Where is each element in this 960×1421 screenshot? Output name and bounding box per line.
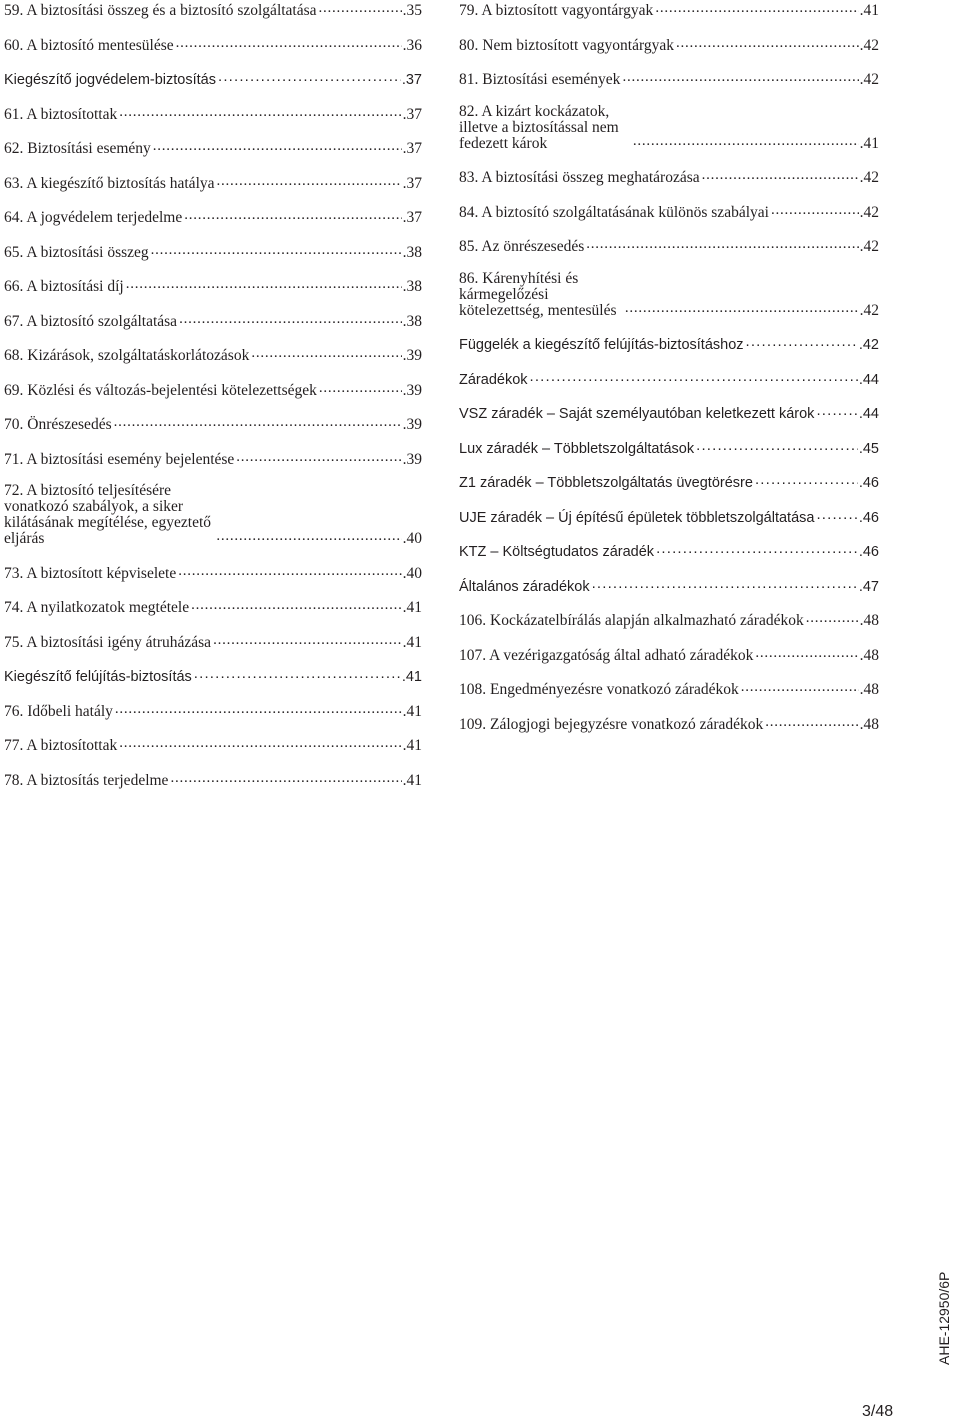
toc-entry-page: .42 <box>859 169 879 186</box>
toc-leader-dots <box>217 173 402 189</box>
toc-entry-title: Z1 záradék – Többletszolgáltatás üvegtörésre <box>459 475 753 491</box>
toc-entry-page: .37 <box>402 174 422 192</box>
toc-entry <box>4 666 422 685</box>
toc-leader-dots <box>816 403 857 419</box>
toc-leader-dots <box>236 449 401 465</box>
toc-leader-dots <box>530 369 858 385</box>
toc-leader-dots <box>622 69 858 85</box>
toc-entry <box>459 541 879 560</box>
toc-entry-title: 86. Kárenyhítési és kármegelőzési kötelezettség, mentesülés <box>459 269 617 319</box>
toc-entry <box>459 438 879 457</box>
toc-entry-title: 79. A biztosított vagyontárgyak <box>459 2 654 19</box>
toc-entry <box>4 35 422 54</box>
toc-entry-title: 85. Az önrészesedés <box>459 238 585 255</box>
toc-entry-title: UJE záradék – Új építésű épületek többletszolgáltatása <box>459 509 815 526</box>
toc-entry <box>459 334 879 353</box>
toc-entry-page: .39 <box>402 381 422 399</box>
toc-entry-title: 64. A jogvédelem terjedelme <box>4 209 183 226</box>
toc-entry-title: 67. A biztosító szolgáltatása <box>4 312 178 330</box>
page-number: 3/48 <box>862 1403 894 1420</box>
toc-entry-title: 68. Kizárások, szolgáltatáskorlátozások <box>4 347 250 364</box>
toc-entry <box>459 714 879 733</box>
document-code: AHE-12950/6P <box>936 1271 952 1365</box>
toc-entry-title: 60. A biztosító mentesülése <box>4 36 174 54</box>
toc-entry-title: 62. Biztosítási esemény <box>4 140 151 157</box>
toc-entry <box>4 276 422 295</box>
toc-entry <box>459 403 879 422</box>
toc-entry <box>459 236 879 255</box>
toc-entry-title: 63. A kiegészítő biztosítás hatálya <box>4 174 215 192</box>
toc-entry-page: .48 <box>859 612 879 629</box>
toc-entry-page: .42 <box>858 337 879 353</box>
toc-leader-dots <box>319 380 402 396</box>
toc-entry <box>4 138 422 157</box>
toc-entry-title: 74. A nyilatkozatok megtétele <box>4 599 190 616</box>
toc-entry-page: .41 <box>859 134 879 152</box>
toc-leader-dots <box>586 236 858 252</box>
toc-entry-page: .46 <box>858 509 879 526</box>
toc-entry-title: Általános záradékok <box>459 578 590 595</box>
toc-entry-title: Függelék a kiegészítő felújítás-biztosításhoz <box>459 337 744 353</box>
toc-entry-page: .42 <box>859 203 879 221</box>
toc-leader-dots <box>633 133 859 149</box>
toc-entry <box>4 632 422 651</box>
toc-entry <box>4 173 422 192</box>
toc-entry-title: 59. A biztosítási összeg és a biztosító szolgáltatása <box>4 2 317 19</box>
toc-entry-page: .42 <box>859 71 879 88</box>
toc-entry-page: .41 <box>402 599 422 616</box>
toc-leader-dots <box>696 438 858 454</box>
toc-leader-dots <box>746 334 858 350</box>
toc-leader-dots <box>179 311 402 327</box>
toc-entry <box>4 597 422 616</box>
toc-leader-dots <box>184 207 401 223</box>
toc-entry-title: 69. Közlési és változás-bejelentési kötelezettségek <box>4 381 317 399</box>
toc-entry-title: Záradékok <box>459 371 528 388</box>
toc-entry <box>459 35 879 54</box>
toc-entry-page: .44 <box>858 406 879 422</box>
toc-leader-dots <box>191 597 402 613</box>
toc-entry-page: .40 <box>402 530 422 547</box>
toc-leader-dots <box>213 632 402 648</box>
toc-leader-dots <box>119 104 401 120</box>
toc-entry-title: 107. A vezérigazgatóság által adható záradékok <box>459 646 754 664</box>
toc-entry-title: 76. Időbeli hatály <box>4 702 113 720</box>
toc-entry-page: .39 <box>402 450 422 468</box>
toc-entry-title: 73. A biztosított képviselete <box>4 564 177 582</box>
toc-entry-page: .41 <box>402 737 422 754</box>
toc-entry <box>459 610 879 629</box>
toc-entry <box>4 414 422 433</box>
toc-entry-page: .44 <box>858 371 879 388</box>
toc-entry-title: 80. Nem biztosított vagyontárgyak <box>459 36 674 54</box>
toc-entry-page: .40 <box>402 564 422 582</box>
toc-entry <box>4 345 422 364</box>
toc-leader-dots <box>114 414 402 430</box>
toc-leader-dots <box>119 735 401 751</box>
toc-entry-page: .37 <box>401 72 422 88</box>
toc-leader-dots <box>218 69 401 85</box>
toc-entry <box>4 483 422 547</box>
toc-leader-dots <box>178 563 401 579</box>
toc-entry-page: .42 <box>859 301 879 319</box>
toc-entry-page: .41 <box>402 702 422 720</box>
toc-entry <box>4 563 422 582</box>
toc-entry-title: 71. A biztosítási esemény bejelentése <box>4 450 235 468</box>
toc-entry-page: .38 <box>402 312 422 330</box>
toc-entry-title: 84. A biztosító szolgáltatásának különös szabályai <box>459 203 769 221</box>
toc-leader-dots <box>319 0 402 16</box>
toc-entry <box>4 207 422 226</box>
toc-entry <box>4 242 422 261</box>
toc-entry-page: .47 <box>858 578 879 595</box>
toc-entry-page: .35 <box>402 2 422 19</box>
toc-leader-dots <box>194 666 401 682</box>
toc-entry-page: .48 <box>859 715 879 733</box>
toc-entry <box>459 202 879 221</box>
toc-entry <box>4 311 422 330</box>
toc-entry <box>4 449 422 468</box>
toc-entry-page: .42 <box>859 238 879 255</box>
toc-entry-title: 106. Kockázatelbírálás alapján alkalmazható záradékok <box>459 612 804 629</box>
toc-entry <box>459 472 879 491</box>
toc-entry <box>459 369 879 388</box>
toc-left-column <box>4 0 422 804</box>
toc-entry-page: .41 <box>401 669 422 685</box>
toc-entry-page: .37 <box>402 209 422 226</box>
toc-entry-page: .39 <box>402 347 422 364</box>
toc-entry-title: Lux záradék – Többletszolgáltatások <box>459 440 695 457</box>
toc-entry <box>459 645 879 664</box>
toc-entry <box>4 380 422 399</box>
toc-leader-dots <box>765 714 858 730</box>
toc-entry-title: 82. A kizárt kockázatok, illetve a biztosítással nem fedezett károk <box>459 102 619 152</box>
toc-entry <box>4 735 422 754</box>
toc-entry-page: .37 <box>402 105 422 123</box>
toc-leader-dots <box>771 202 859 218</box>
toc-leader-dots <box>115 701 402 717</box>
toc-leader-dots <box>656 541 858 557</box>
toc-leader-dots <box>755 472 858 488</box>
toc-right-column <box>459 0 879 748</box>
toc-entry-title: 78. A biztosítás terjedelme <box>4 771 169 789</box>
toc-entry-page: .39 <box>402 416 422 433</box>
toc-entry <box>459 167 879 186</box>
toc-entry-title: KTZ – Költségtudatos záradék <box>459 544 655 560</box>
toc-entry-title: 83. A biztosítási összeg meghatározása <box>459 169 700 186</box>
toc-leader-dots <box>806 610 859 626</box>
toc-entry-title: 72. A biztosító teljesítésére vonatkozó szabályok, a siker kilátásának megítélése, egyeztető eljárás <box>4 482 212 547</box>
toc-entry <box>459 104 879 152</box>
toc-leader-dots <box>816 507 857 523</box>
toc-entry-page: .41 <box>402 633 422 651</box>
toc-entry-title: 66. A biztosítási díj <box>4 278 124 295</box>
toc-entry-title: 70. Önrészesedés <box>4 416 112 433</box>
toc-entry <box>459 679 879 698</box>
toc-leader-dots <box>216 528 401 544</box>
toc-leader-dots <box>741 679 859 695</box>
toc-entry <box>459 507 879 526</box>
toc-leader-dots <box>251 345 401 361</box>
toc-leader-dots <box>126 276 402 292</box>
toc-entry-page: .48 <box>859 646 879 664</box>
toc-entry-title: Kiegészítő felújítás-biztosítás <box>4 669 192 685</box>
toc-leader-dots <box>625 300 859 316</box>
toc-leader-dots <box>755 645 858 661</box>
toc-entry <box>4 0 422 19</box>
toc-entry-title: 81. Biztosítási események <box>459 71 621 88</box>
toc-entry-title: 77. A biztosítottak <box>4 737 118 754</box>
toc-entry-page: .41 <box>402 771 422 789</box>
toc-entry-page: .38 <box>402 278 422 295</box>
toc-entry-page: .36 <box>402 36 422 54</box>
toc-leader-dots <box>170 770 401 786</box>
toc-entry-title: 61. A biztosítottak <box>4 105 118 123</box>
toc-leader-dots <box>151 242 402 258</box>
toc-entry-page: .42 <box>859 36 879 54</box>
toc-entry-title: 75. A biztosítási igény átruházása <box>4 633 212 651</box>
toc-entry <box>4 104 422 123</box>
toc-leader-dots <box>702 167 859 183</box>
toc-leader-dots <box>176 35 402 51</box>
toc-entry-page: .37 <box>402 140 422 157</box>
toc-entry-title: 109. Zálogjogi bejegyzésre vonatkozó záradékok <box>459 715 764 733</box>
toc-entry-page: .46 <box>858 475 879 491</box>
toc-entry <box>459 69 879 88</box>
toc-entry-page: .38 <box>402 243 422 261</box>
toc-entry <box>4 701 422 720</box>
toc-entry-page: .41 <box>859 2 879 19</box>
toc-entry-page: .48 <box>859 681 879 698</box>
toc-leader-dots <box>655 0 858 16</box>
toc-entry <box>4 69 422 88</box>
toc-leader-dots <box>153 138 402 154</box>
toc-leader-dots <box>592 576 858 592</box>
toc-entry <box>459 271 879 319</box>
toc-entry-title: VSZ záradék – Saját személyautóban keletkezett károk <box>459 406 815 422</box>
toc-entry-page: .46 <box>858 544 879 560</box>
toc-entry <box>4 770 422 789</box>
toc-entry-title: Kiegészítő jogvédelem-biztosítás <box>4 72 216 88</box>
toc-entry-title: 108. Engedményezésre vonatkozó záradékok <box>459 681 739 698</box>
toc-entry <box>459 0 879 19</box>
toc-entry <box>459 576 879 595</box>
toc-entry-page: .45 <box>858 440 879 457</box>
toc-leader-dots <box>676 35 859 51</box>
toc-entry-title: 65. A biztosítási összeg <box>4 243 149 261</box>
